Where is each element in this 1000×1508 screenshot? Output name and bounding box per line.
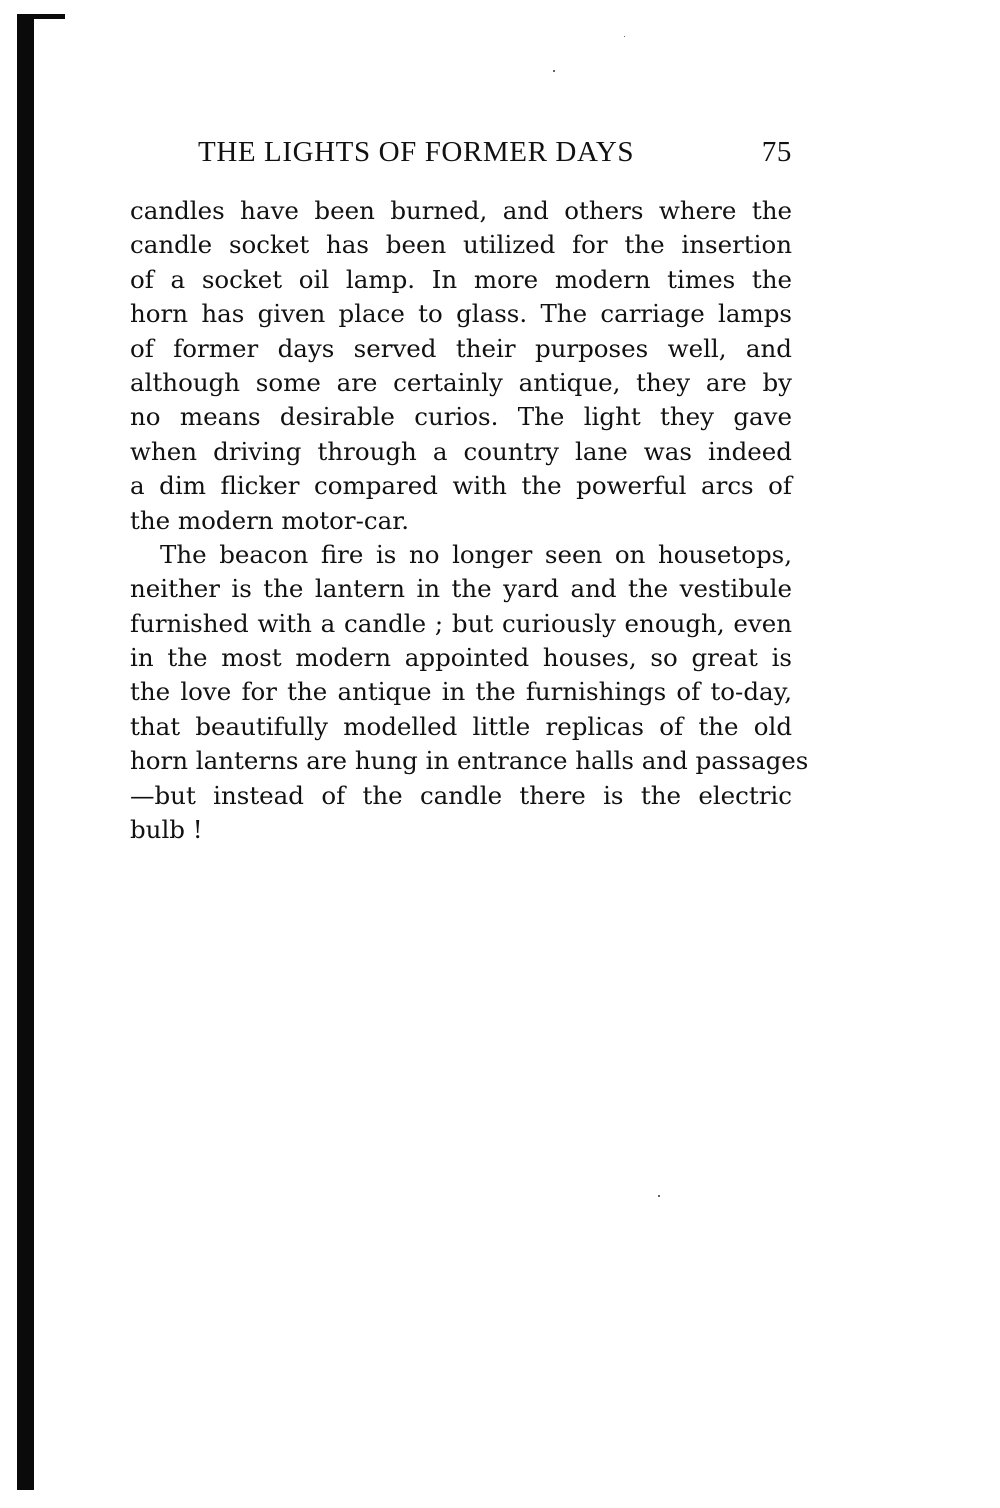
text-line: of former days served their purposes well, and [130,333,792,363]
text-line: the modern motor-car. [130,505,410,535]
running-title: THE LIGHTS OF FORMER DAYS [198,136,635,168]
running-head [194,136,794,176]
text-line: candle socket has been utilized for the insertion [130,230,792,260]
text-line: —but instead of the candle there is the electric [130,780,792,810]
page-binding-cap [17,14,65,19]
text-line: horn has given place to glass. The carriage lamps [130,299,792,329]
text-line: horn lanterns are hung in entrance halls and passages [130,746,809,776]
text-line: bulb ! [130,815,203,845]
page-binding-edge [17,18,34,1490]
text-line: neither is the lantern in the yard and the vestibule [130,574,792,604]
text-line: although some are certainly antique, they are by [130,367,792,397]
page-number: 75 [761,136,792,168]
scan-speck [624,36,625,37]
text-line: no means desirable curios. The light they gave [130,402,792,432]
scan-speck [553,70,555,72]
text-line: when driving through a country lane was indeed [130,436,792,466]
paragraph-1 [130,194,792,538]
text-line: the love for the antique in the furnishings of to-day, [130,677,792,707]
scan-speck [658,1195,660,1197]
text-line: candles have been burned, and others where the [130,196,792,225]
text-line: furnished with a candle ; but curiously enough, even [130,608,792,638]
text-body [130,194,809,847]
text-line: of a socket oil lamp. In more modern times the [130,264,792,294]
text-line: that beautifully modelled little replicas of the old [130,711,792,741]
text-line: The beacon fire is no longer seen on housetops, [160,539,792,569]
text-line: in the most modern appointed houses, so great is [130,643,792,673]
text-line: a dim flicker compared with the powerful arcs of [130,471,792,501]
paragraph-2 [130,538,809,848]
